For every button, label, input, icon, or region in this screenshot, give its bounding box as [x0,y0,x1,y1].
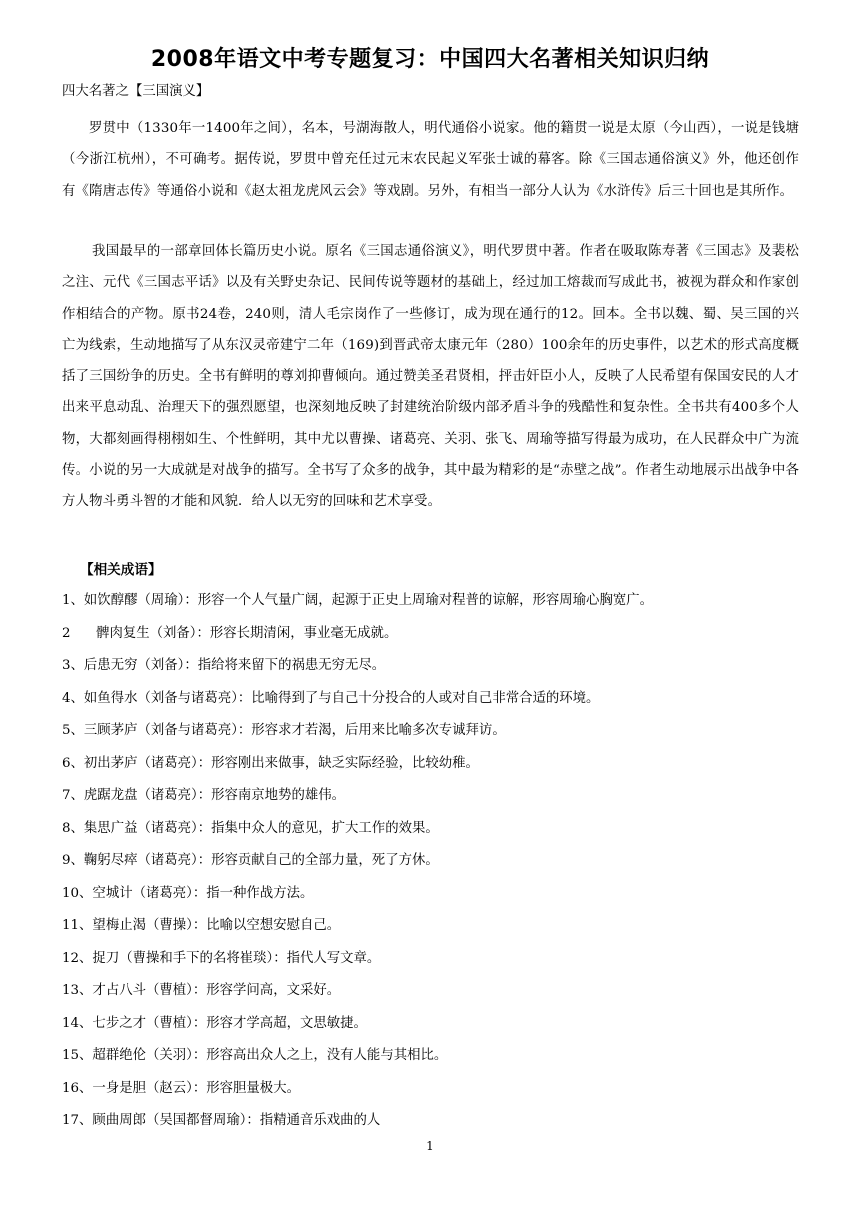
idiom-item: 17、顾曲周郎（吴国都督周瑜）：指精通音乐戏曲的人 [62,1113,381,1128]
idiom-item: 7、虎踞龙盘（诸葛亮）：形容南京地势的雄伟。 [62,788,346,803]
idiom-item: 12、捉刀（曹操和手下的名将崔琰）：指代人写文章。 [62,950,381,966]
book-summary-paragraph: 我国最早的一部章回体长篇历史小说。原名《三国志通俗演义》，明代罗贯中著。作者在吸取陈寿著《三国志》及裴松之注、元代《三国志平话》以及有关野史杂记、民间传说等题材的基础上，经过加工熔裁而写成此书，被视为群众和作家创作相结合的产物。原书24卷，240则，清人毛宗岗作了一些修订，成为现在通行的12。回本。全书以魏、蜀、吴三国的兴亡为线索，生动地描写了从东汉灵帝建宁二年（169)到晋武帝太康元年（280）100余年的历史事件，以艺术的形式高度概括了三国纷争的历史。全书有鲜明的尊刘抑曹倾向。通过赞美圣君贤相，抨击奸臣小人，反映了人民希望有保国安民的人才出来平息动乱、治理天下的强烈愿望，也深刻地反映了封建统治阶级内部矛盾斗争的残酷性和复杂性。全书共有400多个人物，大都刻画得栩栩如生、个性鲜明，其中尤以曹操、诸葛亮、关羽、张飞、周瑜等描写得最为成功，在人民群众中广为流传。小说的另一大成就是对战争的描写。全书写了众多的战争，其中最为精彩的是“赤壁之战”。作者生动地展示出战争中各方人物斗勇斗智的才能和风貌．给人以无穷的回味和艺术享受。 [62,244,799,510]
idiom-item: 6、初出茅庐（诸葛亮）：形容刚出来做事，缺乏实际经验，比较幼稚。 [62,755,479,771]
idiom-item: 3、后患无穷（刘备）：指给将来留下的祸患无穷无尽。 [62,658,386,673]
idiom-item: 13、才占八斗（曹植）：形容学问高，文采好。 [62,983,341,998]
author-paragraph: 罗贯中（1330年一1400年之间），名本，号湖海散人，明代通俗小说家。他的籍贯一说是太原（今山西），一说是钱塘（今浙江杭州），不可确考。据传说，罗贯中曾充任过元末农民起义军张士诚的幕客。除《三国志通俗演义》外，他还创作有《隋唐志传》等通俗小说和《赵太祖龙虎风云会》等戏剧。另外，有相当一部分人认为《水浒传》后三十回也是其所作。 [62,121,799,199]
idiom-item: 15、超群绝伦（关羽）：形容高出众人之上，没有人能与其相比。 [62,1048,448,1063]
section-label: 四大名著之【三国演义】 [62,84,210,99]
idiom-item: 10、空城计（诸葛亮）：指一种作战方法。 [62,885,314,901]
idiom-item: 16、一身是胆（赵云）：形容胆量极大。 [62,1080,300,1096]
idiom-item: 4、如鱼得水（刘备与诸葛亮）：比喻得到了与自己十分投合的人或对自己非常合适的环境。 [62,690,600,706]
idiom-item: 14、七步之才（曹植）：形容才学高超，文思敏捷。 [62,1015,367,1031]
document-title: 2008年语文中考专题复习：中国四大名著相关知识归纳 [150,47,710,72]
idiom-item: 5、三顾茅庐（刘备与诸葛亮）：形容求才若渴，后用来比喻多次专诚拜访。 [62,723,506,738]
idiom-item: 2 髀肉复生（刘备）：形容长期清闲，事业毫无成就。 [62,625,398,641]
idiom-list [62,585,802,1138]
idioms-heading: 【相关成语】 [80,562,162,578]
idiom-item: 1、如饮醇醪（周瑜）：形容一个人气量广阔，起源于正史上周瑜对程普的谅解，形容周瑜心胸宽广。 [62,593,654,608]
idiom-item: 8、集思广益（诸葛亮）：指集中众人的意见，扩大工作的效果。 [62,820,439,836]
page-number: 1 [426,1139,434,1153]
idiom-item: 9、鞠躬尽瘁（诸葛亮）：形容贡献自己的全部力量，死了方休。 [62,853,439,868]
idiom-item: 11、望梅止渴（曹操）：比喻以空想安慰自己。 [62,918,341,933]
